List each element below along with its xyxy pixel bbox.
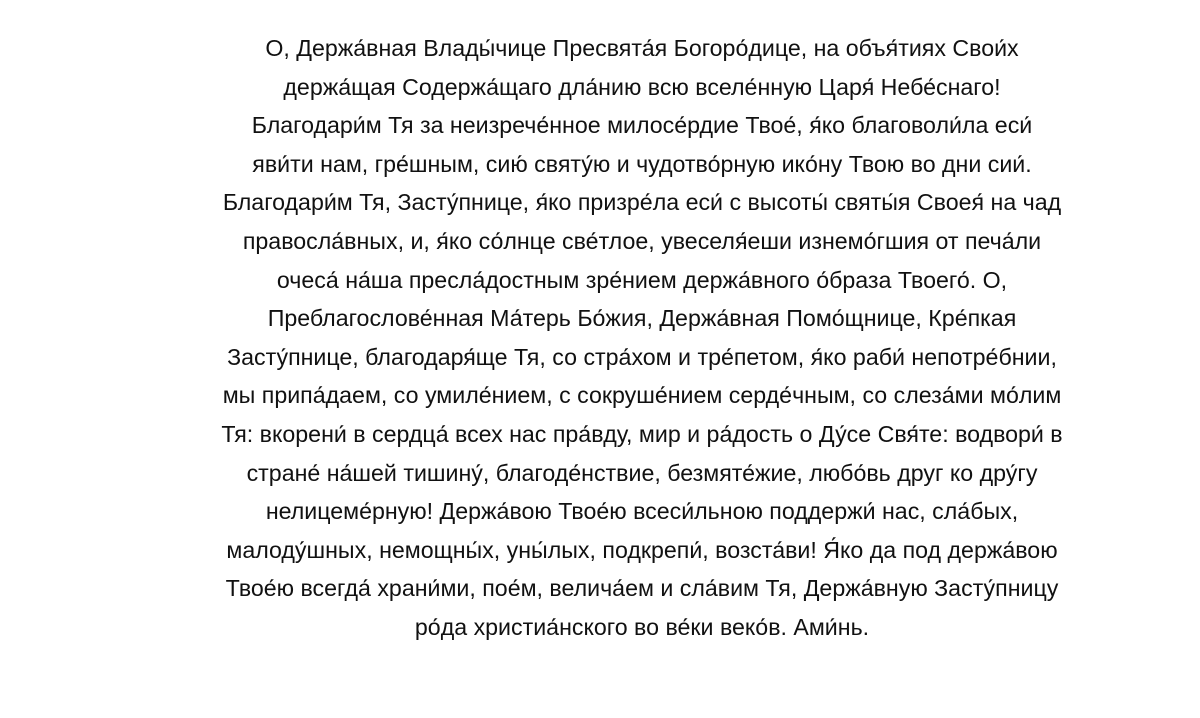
prayer-line: О, Держа́вная Влады́чице Пресвята́я Богоро́дице, на объя́тиях Свои́х (265, 35, 1019, 61)
prayer-line: Благодари́м Тя за неизрече́нное милосе́рдие Твое́, я́ко благоволи́ла еси́ (251, 112, 1033, 139)
prayer-line: Твое́ю всегда́ храни́ми, пое́м, велича́ем и сла́вим Тя, Держа́вную Засту́пницу (225, 575, 1059, 602)
prayer-line: мы припа́даем, со умиле́нием, с сокруше́нием серде́чным, со слеза́ми мо́лим (222, 382, 1062, 409)
prayer-line: держа́щая Содержа́щаго дла́нию всю вселе́нную Царя́ Небе́снаго! (283, 73, 1001, 100)
prayer-line: стране́ на́шей тишину́, благоде́нствие, безмяте́жие, любо́вь друг ко дру́гу (246, 459, 1038, 486)
prayer-line: ро́да христиа́нского во ве́ки веко́в. Ами́нь. (414, 613, 870, 640)
prayer-text (0, 29, 1200, 647)
prayer-line: правосла́вных, и, я́ко со́лнце све́тлое, увеселя́еши изнемо́гшия от печа́ли (242, 227, 1042, 254)
prayer-line: яви́ти нам, гре́шным, сию́ святу́ю и чудотво́рную ико́ну Твою во дни сии́. (252, 150, 1032, 177)
prayer-line: нелицеме́рную! Держа́вою Твое́ю всеси́льною поддержи́ нас, сла́бых, (265, 498, 1019, 525)
prayer-line: очеса́ на́ша пресла́достным зре́нием держа́вного о́браза Твоего́. О, (276, 266, 1008, 293)
prayer-line: Тя: вкорени́ в сердца́ всех нас пра́вду, мир и ра́дость о Ду́се Свя́те: водвори́ в (221, 420, 1063, 447)
prayer-line: малоду́шных, немощны́х, уны́лых, подкрепи́, возста́ви! Я́ко да под держа́вою (226, 536, 1058, 563)
prayer-line: Преблагослове́нная Ма́терь Бо́жия, Держа́вная Помо́щнице, Кре́пкая (267, 305, 1017, 332)
prayer-line: Благодари́м Тя, Засту́пнице, я́ко призре́ла еси́ с высоты́ святы́я Своея́ на чад (222, 189, 1062, 216)
prayer-line: Засту́пнице, благодаря́ще Тя, со стра́хом и тре́петом, я́ко раби́ непотре́бнии, (227, 343, 1057, 370)
